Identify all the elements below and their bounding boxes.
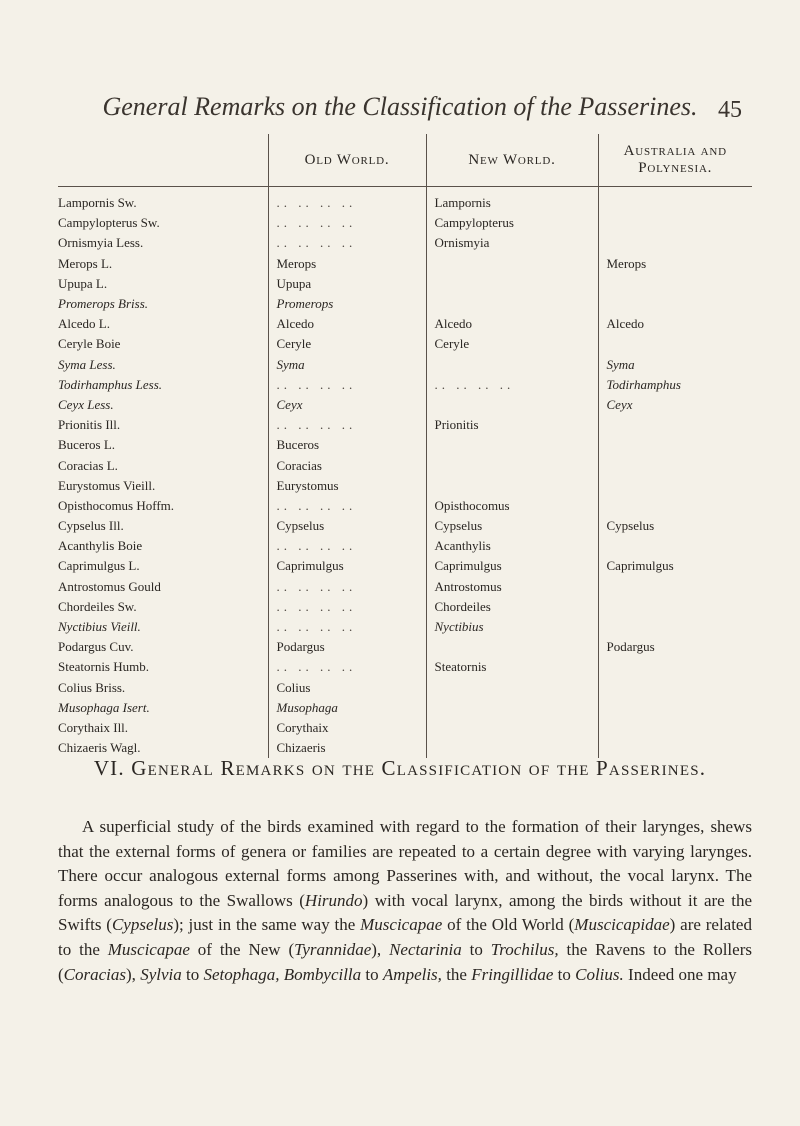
new-world-cell: Antrostomus	[426, 577, 598, 597]
table-row	[58, 233, 752, 253]
australia-cell	[598, 718, 752, 738]
new-world-cell	[426, 395, 598, 415]
table-row	[58, 678, 752, 698]
table-row	[58, 395, 752, 415]
body-text-run: ),	[126, 964, 141, 984]
table-row	[58, 577, 752, 597]
new-world-cell: Lampornis	[426, 187, 598, 214]
genus-cell: Todirhamphus Less.	[58, 376, 163, 392]
body-text-run: ) with vocal larynx, among the birds without it are the Swifts (	[58, 890, 752, 935]
old-world-cell: Corythaix	[268, 718, 426, 738]
genus-cell: Merops L.	[58, 255, 113, 271]
body-text-run: of the New (	[189, 939, 295, 959]
old-world-cell: Colius	[268, 678, 426, 698]
new-world-cell	[426, 355, 598, 375]
old-world-cell: Coracias	[268, 455, 426, 475]
old-world-cell: Promerops	[268, 294, 426, 314]
column-header-genus	[58, 134, 268, 187]
table-row	[58, 314, 752, 334]
old-world-cell: Caprimulgus	[268, 556, 426, 576]
old-world-cell: Upupa	[268, 274, 426, 294]
table-row	[58, 556, 752, 576]
body-text-italic: Sylvia	[140, 964, 182, 984]
old-world-cell: Chizaeris	[268, 738, 426, 758]
genus-cell: Chizaeris Wagl.	[58, 740, 141, 756]
dot-leader: .. .. .. ..	[276, 215, 357, 231]
australia-cell: Merops	[598, 254, 752, 274]
body-text-run: of the Old World (	[442, 915, 575, 935]
genus-cell: Ceyx Less.	[58, 396, 114, 412]
genus-cell: Corythaix Ill.	[58, 719, 129, 735]
genus-cell: Acanthylis Boie	[58, 538, 143, 554]
body-text-run: A superficial study of the birds examined with regard to the formation of their larynges, shews that the external forms of genera or families are repeated to a certain degree with varying larynges. There occur analogous external forms among Passerines with, and without, the vocal larynx. The forms analogous to the Swallows (	[58, 817, 752, 910]
genus-cell: Alcedo L.	[58, 316, 110, 332]
new-world-cell: Campylopterus	[426, 213, 598, 233]
new-world-cell: Ceryle	[426, 334, 598, 354]
old-world-cell: Alcedo	[268, 314, 426, 334]
column-header-old-world: Old World.	[268, 134, 426, 187]
genus-cell: Steatornis Humb.	[58, 659, 149, 675]
table-row	[58, 617, 752, 637]
new-world-cell	[426, 435, 598, 455]
australia-cell	[598, 435, 752, 455]
old-world-cell	[268, 617, 426, 637]
new-world-cell	[426, 294, 598, 314]
table-row	[58, 657, 752, 677]
australia-cell: Cypselus	[598, 516, 752, 536]
table-row	[58, 334, 752, 354]
body-text-italic: Nectarinia	[389, 939, 462, 959]
page-number: 45	[718, 97, 742, 123]
table-row	[58, 375, 752, 395]
running-title: General Remarks on the Classification of the Passerines.	[102, 92, 698, 121]
column-header-new-world: New World.	[426, 134, 598, 187]
australia-cell	[598, 334, 752, 354]
new-world-cell: Chordeiles	[426, 597, 598, 617]
table-row	[58, 213, 752, 233]
body-text-italic: Muscicapidae	[574, 915, 670, 935]
body-text-italic: Colius.	[575, 964, 624, 984]
new-world-cell	[426, 476, 598, 496]
australia-cell	[598, 496, 752, 516]
new-world-cell: Cypselus	[426, 516, 598, 536]
australia-cell	[598, 274, 752, 294]
genus-cell: Syma Less.	[58, 356, 116, 372]
genus-cell: Lampornis Sw.	[58, 195, 137, 211]
dot-leader: .. .. .. ..	[434, 376, 515, 392]
new-world-cell	[426, 455, 598, 475]
genus-cell: Antrostomus Gould	[58, 578, 161, 594]
old-world-cell: Musophaga	[268, 698, 426, 718]
new-world-cell: Caprimulgus	[426, 556, 598, 576]
table-row	[58, 718, 752, 738]
new-world-cell	[426, 637, 598, 657]
body-text-run: ),	[371, 939, 390, 959]
old-world-cell: Syma	[268, 355, 426, 375]
old-world-cell	[268, 496, 426, 516]
australia-cell	[598, 415, 752, 435]
old-world-cell: Ceyx	[268, 395, 426, 415]
new-world-cell	[426, 718, 598, 738]
table-row	[58, 355, 752, 375]
genus-distribution-table	[58, 134, 752, 758]
genus-cell: Musophaga Isert.	[58, 699, 150, 715]
new-world-cell: Nyctibius	[426, 617, 598, 637]
body-text-run: to	[361, 964, 383, 984]
australia-cell	[598, 536, 752, 556]
table-row	[58, 415, 752, 435]
body-text-run: to	[553, 964, 576, 984]
table-row	[58, 516, 752, 536]
australia-cell: Ceyx	[598, 395, 752, 415]
australia-cell: Syma	[598, 355, 752, 375]
australia-cell: Alcedo	[598, 314, 752, 334]
page-header	[0, 92, 800, 128]
old-world-cell	[268, 577, 426, 597]
dot-leader: .. .. .. ..	[276, 235, 357, 251]
dot-leader: .. .. .. ..	[276, 538, 357, 554]
body-text-italic: Cypselus	[111, 915, 174, 935]
australia-cell	[598, 597, 752, 617]
australia-cell	[598, 698, 752, 718]
table-row	[58, 637, 752, 657]
body-text-run: the Ravens to the Rollers (	[58, 939, 752, 984]
new-world-cell: Acanthylis	[426, 536, 598, 556]
australia-cell	[598, 678, 752, 698]
table-row	[58, 435, 752, 455]
body-text-italic: Fringillidae	[471, 964, 554, 984]
dot-leader: .. .. .. ..	[276, 598, 357, 614]
body-text-italic: Coracias	[63, 964, 127, 984]
genus-cell: Ornismyia Less.	[58, 235, 144, 251]
dot-leader: .. .. .. ..	[276, 376, 357, 392]
new-world-cell: Prionitis	[426, 415, 598, 435]
genus-cell: Opisthocomus Hoffm.	[58, 497, 175, 513]
genus-cell: Coracias L.	[58, 457, 118, 473]
australia-cell	[598, 657, 752, 677]
old-world-cell: Eurystomus	[268, 476, 426, 496]
body-text-italic: Muscicapae	[107, 939, 190, 959]
australia-cell	[598, 476, 752, 496]
genus-cell: Colius Briss.	[58, 679, 126, 695]
body-text-italic: Hirundo	[304, 890, 363, 910]
genus-cell: Campylopterus Sw.	[58, 215, 160, 231]
australia-cell: Caprimulgus	[598, 556, 752, 576]
old-world-cell: Ceryle	[268, 334, 426, 354]
table-row	[58, 254, 752, 274]
genus-cell: Podargus Cuv.	[58, 639, 134, 655]
genus-cell: Cypselus Ill.	[58, 518, 124, 534]
old-world-cell: Podargus	[268, 637, 426, 657]
old-world-cell	[268, 233, 426, 253]
table-row	[58, 476, 752, 496]
new-world-cell: Opisthocomus	[426, 496, 598, 516]
genus-cell: Chordeiles Sw.	[58, 598, 137, 614]
old-world-cell	[268, 415, 426, 435]
body-text-run: the	[441, 964, 472, 984]
table-row	[58, 536, 752, 556]
genus-cell: Upupa L.	[58, 275, 108, 291]
old-world-cell	[268, 187, 426, 214]
old-world-cell	[268, 657, 426, 677]
old-world-cell	[268, 597, 426, 617]
old-world-cell	[268, 375, 426, 395]
genus-cell: Eurystomus Vieill.	[58, 477, 156, 493]
body-text-italic: Setophaga, Bombycilla	[203, 964, 362, 984]
table-row	[58, 455, 752, 475]
australia-cell	[598, 213, 752, 233]
new-world-cell	[426, 274, 598, 294]
table-row	[58, 597, 752, 617]
body-text-italic: Muscicapae	[360, 915, 443, 935]
australia-cell	[598, 455, 752, 475]
genus-cell: Ceryle Boie	[58, 336, 121, 352]
new-world-cell	[426, 375, 598, 395]
genus-cell: Nyctibius Vieill.	[58, 619, 141, 635]
table-row	[58, 698, 752, 718]
section-heading: VI. General Remarks on the Classification of the Passerines.	[93, 756, 707, 780]
old-world-cell	[268, 213, 426, 233]
dot-leader: .. .. .. ..	[276, 417, 357, 433]
body-text-run: ); just in the same way the	[173, 915, 361, 935]
genus-cell: Prionitis Ill.	[58, 417, 121, 433]
australia-cell	[598, 187, 752, 214]
dot-leader: .. .. .. ..	[276, 578, 357, 594]
column-header-australia-polynesia: Australia and Polynesia.	[598, 134, 752, 187]
genus-cell: Promerops Briss.	[58, 296, 149, 312]
body-text-italic: Ampelis,	[382, 964, 442, 984]
table-row	[58, 274, 752, 294]
new-world-cell	[426, 678, 598, 698]
new-world-cell: Steatornis	[426, 657, 598, 677]
new-world-cell: Ornismyia	[426, 233, 598, 253]
table-row	[58, 187, 752, 214]
body-text-run: to	[181, 964, 204, 984]
dot-leader: .. .. .. ..	[276, 659, 357, 675]
dot-leader: .. .. .. ..	[276, 195, 357, 211]
genus-cell: Buceros L.	[58, 437, 116, 453]
australia-cell: Todirhamphus	[598, 375, 752, 395]
table-row	[58, 294, 752, 314]
old-world-cell: Merops	[268, 254, 426, 274]
body-text-run: Indeed one may	[623, 964, 737, 984]
table-row	[58, 496, 752, 516]
dot-leader: .. .. .. ..	[276, 497, 357, 513]
australia-cell	[598, 233, 752, 253]
body-text-italic: Trochilus,	[490, 939, 559, 959]
body-text-run: ) are related to the	[58, 915, 752, 959]
old-world-cell: Cypselus	[268, 516, 426, 536]
new-world-cell	[426, 698, 598, 718]
table-header-row	[58, 134, 752, 187]
australia-cell: Podargus	[598, 637, 752, 657]
australia-cell	[598, 617, 752, 637]
new-world-cell: Alcedo	[426, 314, 598, 334]
old-world-cell	[268, 536, 426, 556]
australia-cell	[598, 577, 752, 597]
dot-leader: .. .. .. ..	[276, 619, 357, 635]
body-text-italic: Tyrannidae	[294, 939, 372, 959]
genus-cell: Caprimulgus L.	[58, 558, 140, 574]
old-world-cell: Buceros	[268, 435, 426, 455]
australia-cell	[598, 294, 752, 314]
body-paragraph	[58, 815, 752, 987]
new-world-cell	[426, 254, 598, 274]
body-text-run: to	[461, 939, 491, 959]
